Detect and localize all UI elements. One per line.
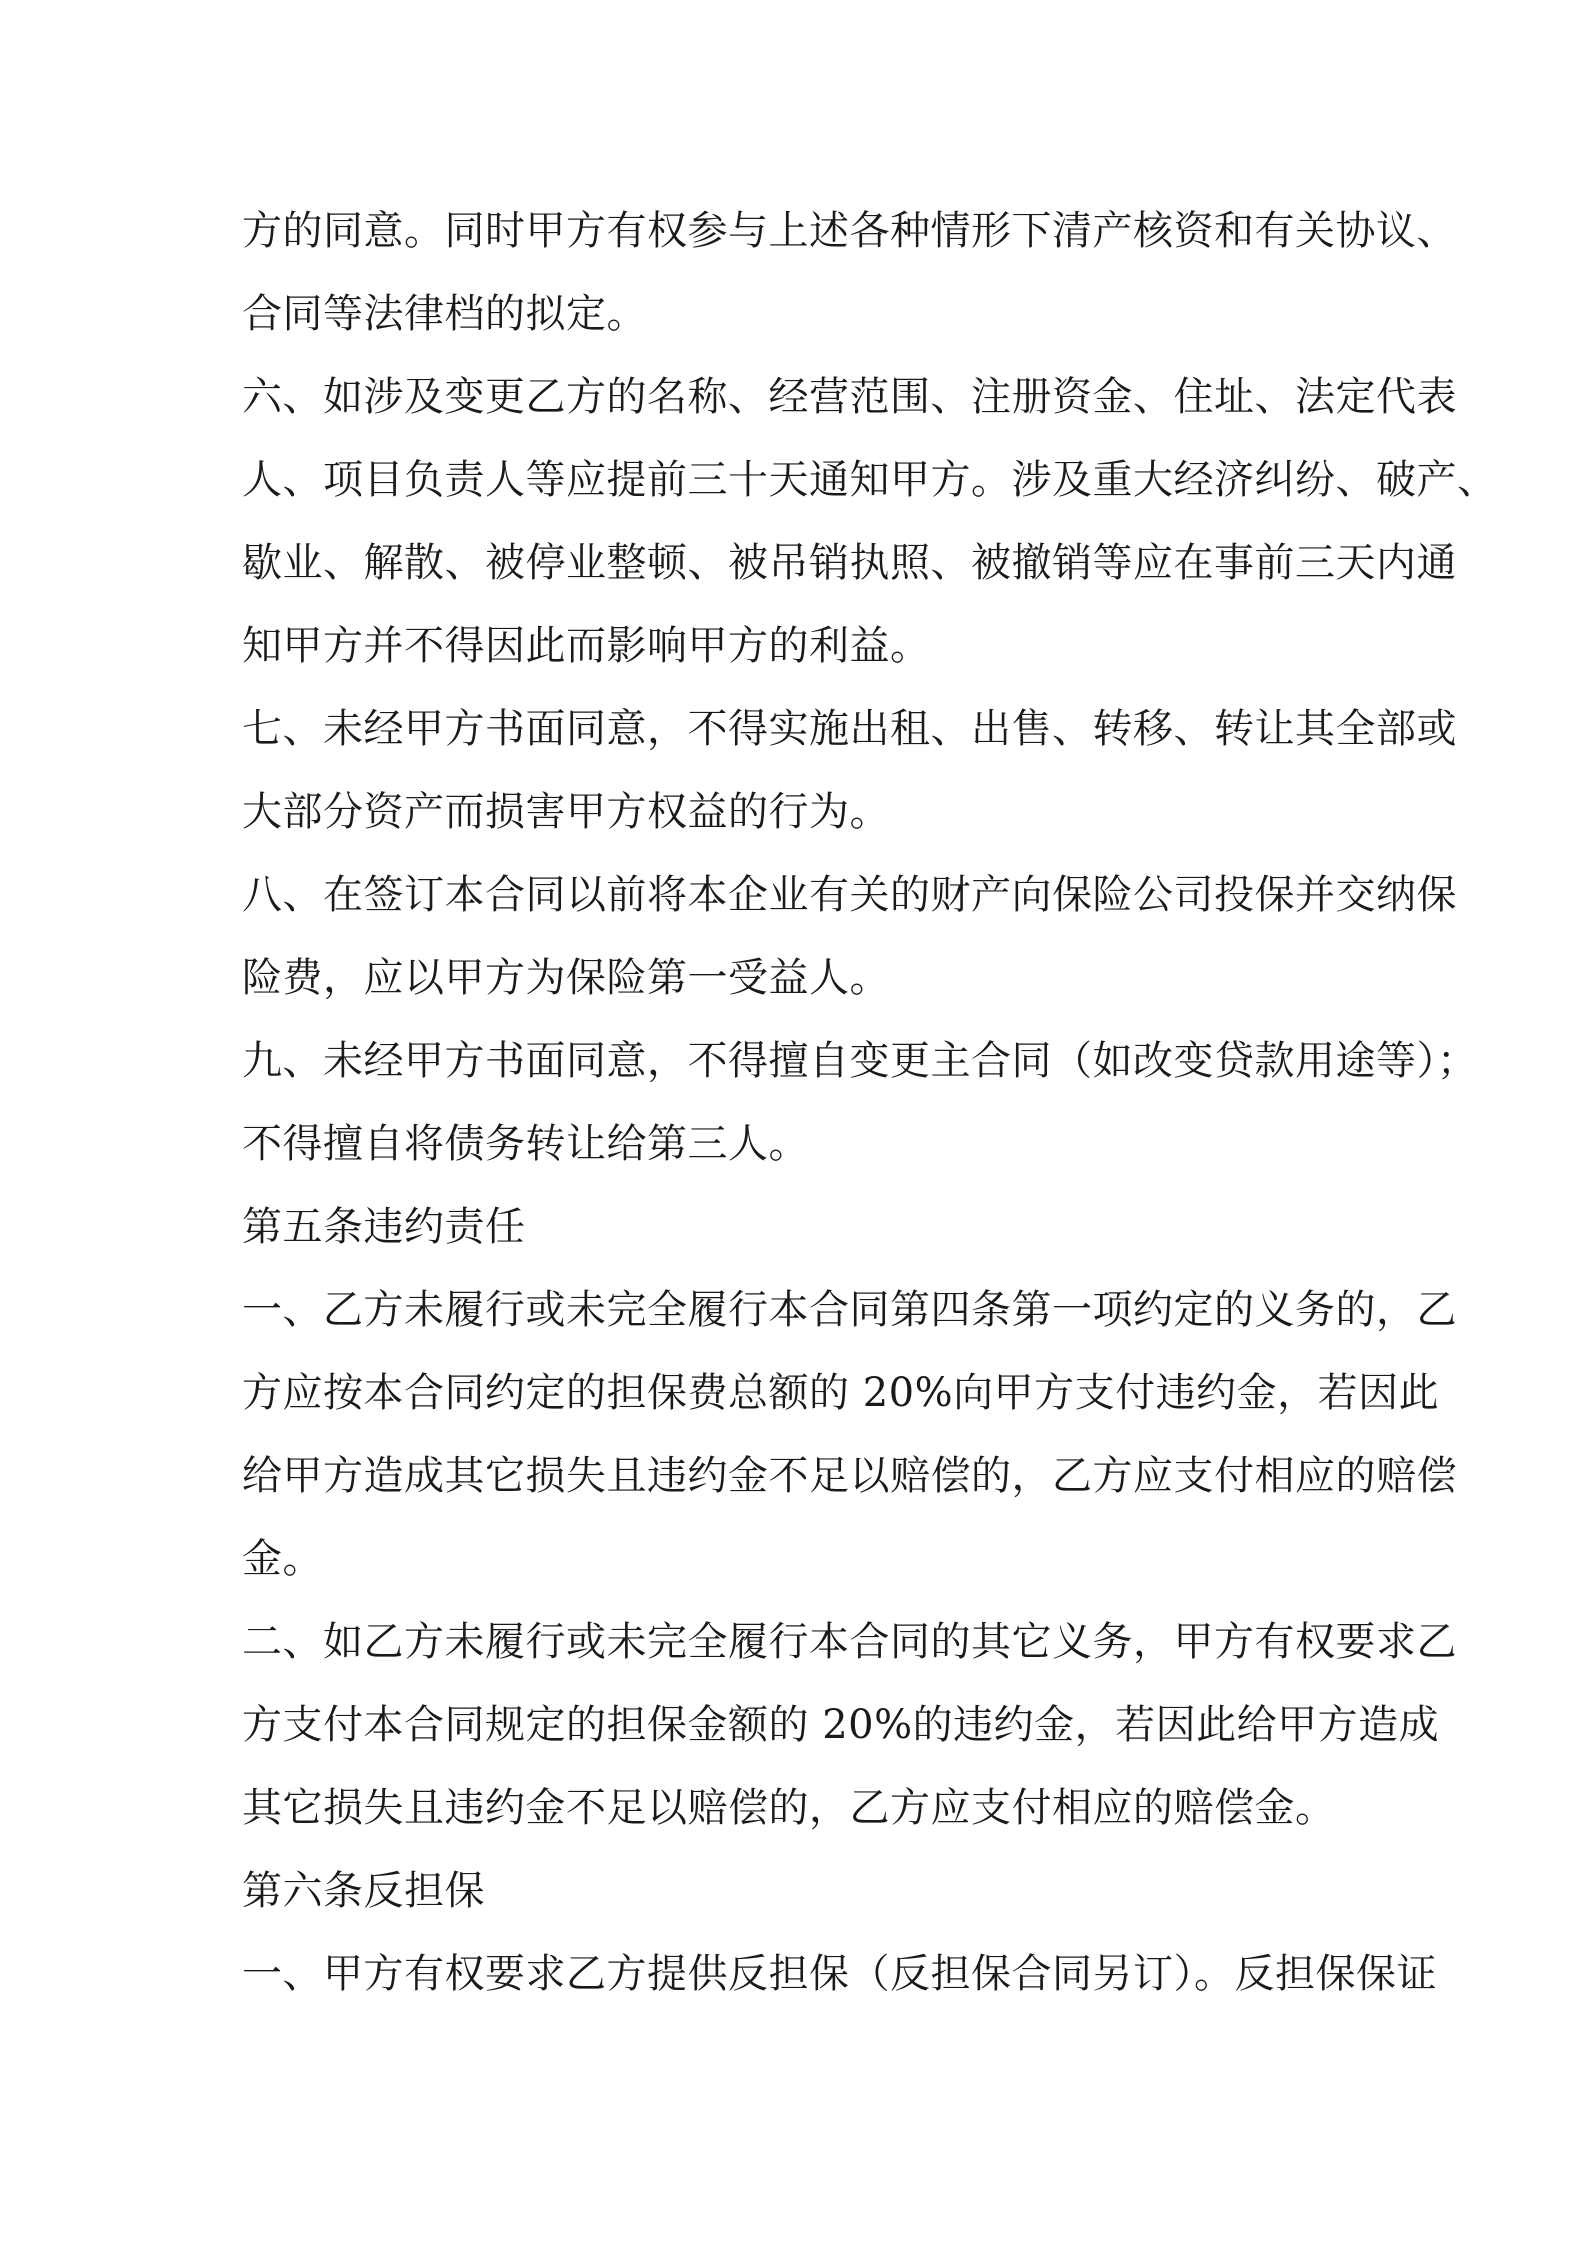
text-line: 一、乙方未履行或未完全履行本合同第四条第一项约定的义务的，乙 bbox=[242, 1287, 1457, 1333]
text-line: 歇业、解散、被停业整顿、被吊销执照、被撤销等应在事前三天内通 bbox=[242, 540, 1457, 586]
document-body bbox=[242, 190, 1498, 2016]
text-line: 七、未经甲方书面同意，不得实施出租、出售、转移、转让其全部或 bbox=[242, 706, 1457, 752]
text-line: 方的同意。同时甲方有权参与上述各种情形下清产核资和有关协议、 bbox=[242, 208, 1457, 254]
text-line: 不得擅自将债务转让给第三人。 bbox=[242, 1121, 809, 1167]
text-line: 合同等法律档的拟定。 bbox=[242, 291, 647, 337]
text-line: 六、如涉及变更乙方的名称、经营范围、注册资金、住址、法定代表 bbox=[242, 374, 1457, 420]
text-line: 方应按本合同约定的担保费总额的 20%向甲方支付违约金，若因此 bbox=[242, 1370, 1440, 1416]
text-line: 八、在签订本合同以前将本企业有关的财产向保险公司投保并交纳保 bbox=[242, 872, 1457, 918]
text-line: 二、如乙方未履行或未完全履行本合同的其它义务，甲方有权要求乙 bbox=[242, 1619, 1457, 1665]
section-heading: 第五条违约责任 bbox=[242, 1204, 526, 1250]
text-line: 给甲方造成其它损失且违约金不足以赔偿的，乙方应支付相应的赔偿 bbox=[242, 1453, 1457, 1499]
text-line: 金。 bbox=[242, 1536, 323, 1582]
text-line: 知甲方并不得因此而影响甲方的利益。 bbox=[242, 623, 931, 669]
text-line: 九、未经甲方书面同意，不得擅自变更主合同（如改变贷款用途等）； bbox=[242, 1038, 1478, 1084]
section-heading: 第六条反担保 bbox=[242, 1868, 485, 1914]
text-line: 险费，应以甲方为保险第一受益人。 bbox=[242, 955, 890, 1001]
text-line: 方支付本合同规定的担保金额的 20%的违约金，若因此给甲方造成 bbox=[242, 1702, 1440, 1748]
text-line: 人、项目负责人等应提前三十天通知甲方。涉及重大经济纠纷、破产、 bbox=[242, 457, 1498, 503]
text-line: 一、甲方有权要求乙方提供反担保（反担保合同另订）。反担保保证 bbox=[242, 1951, 1437, 1997]
text-line: 其它损失且违约金不足以赔偿的，乙方应支付相应的赔偿金。 bbox=[242, 1785, 1336, 1831]
text-line: 大部分资产而损害甲方权益的行为。 bbox=[242, 789, 890, 835]
